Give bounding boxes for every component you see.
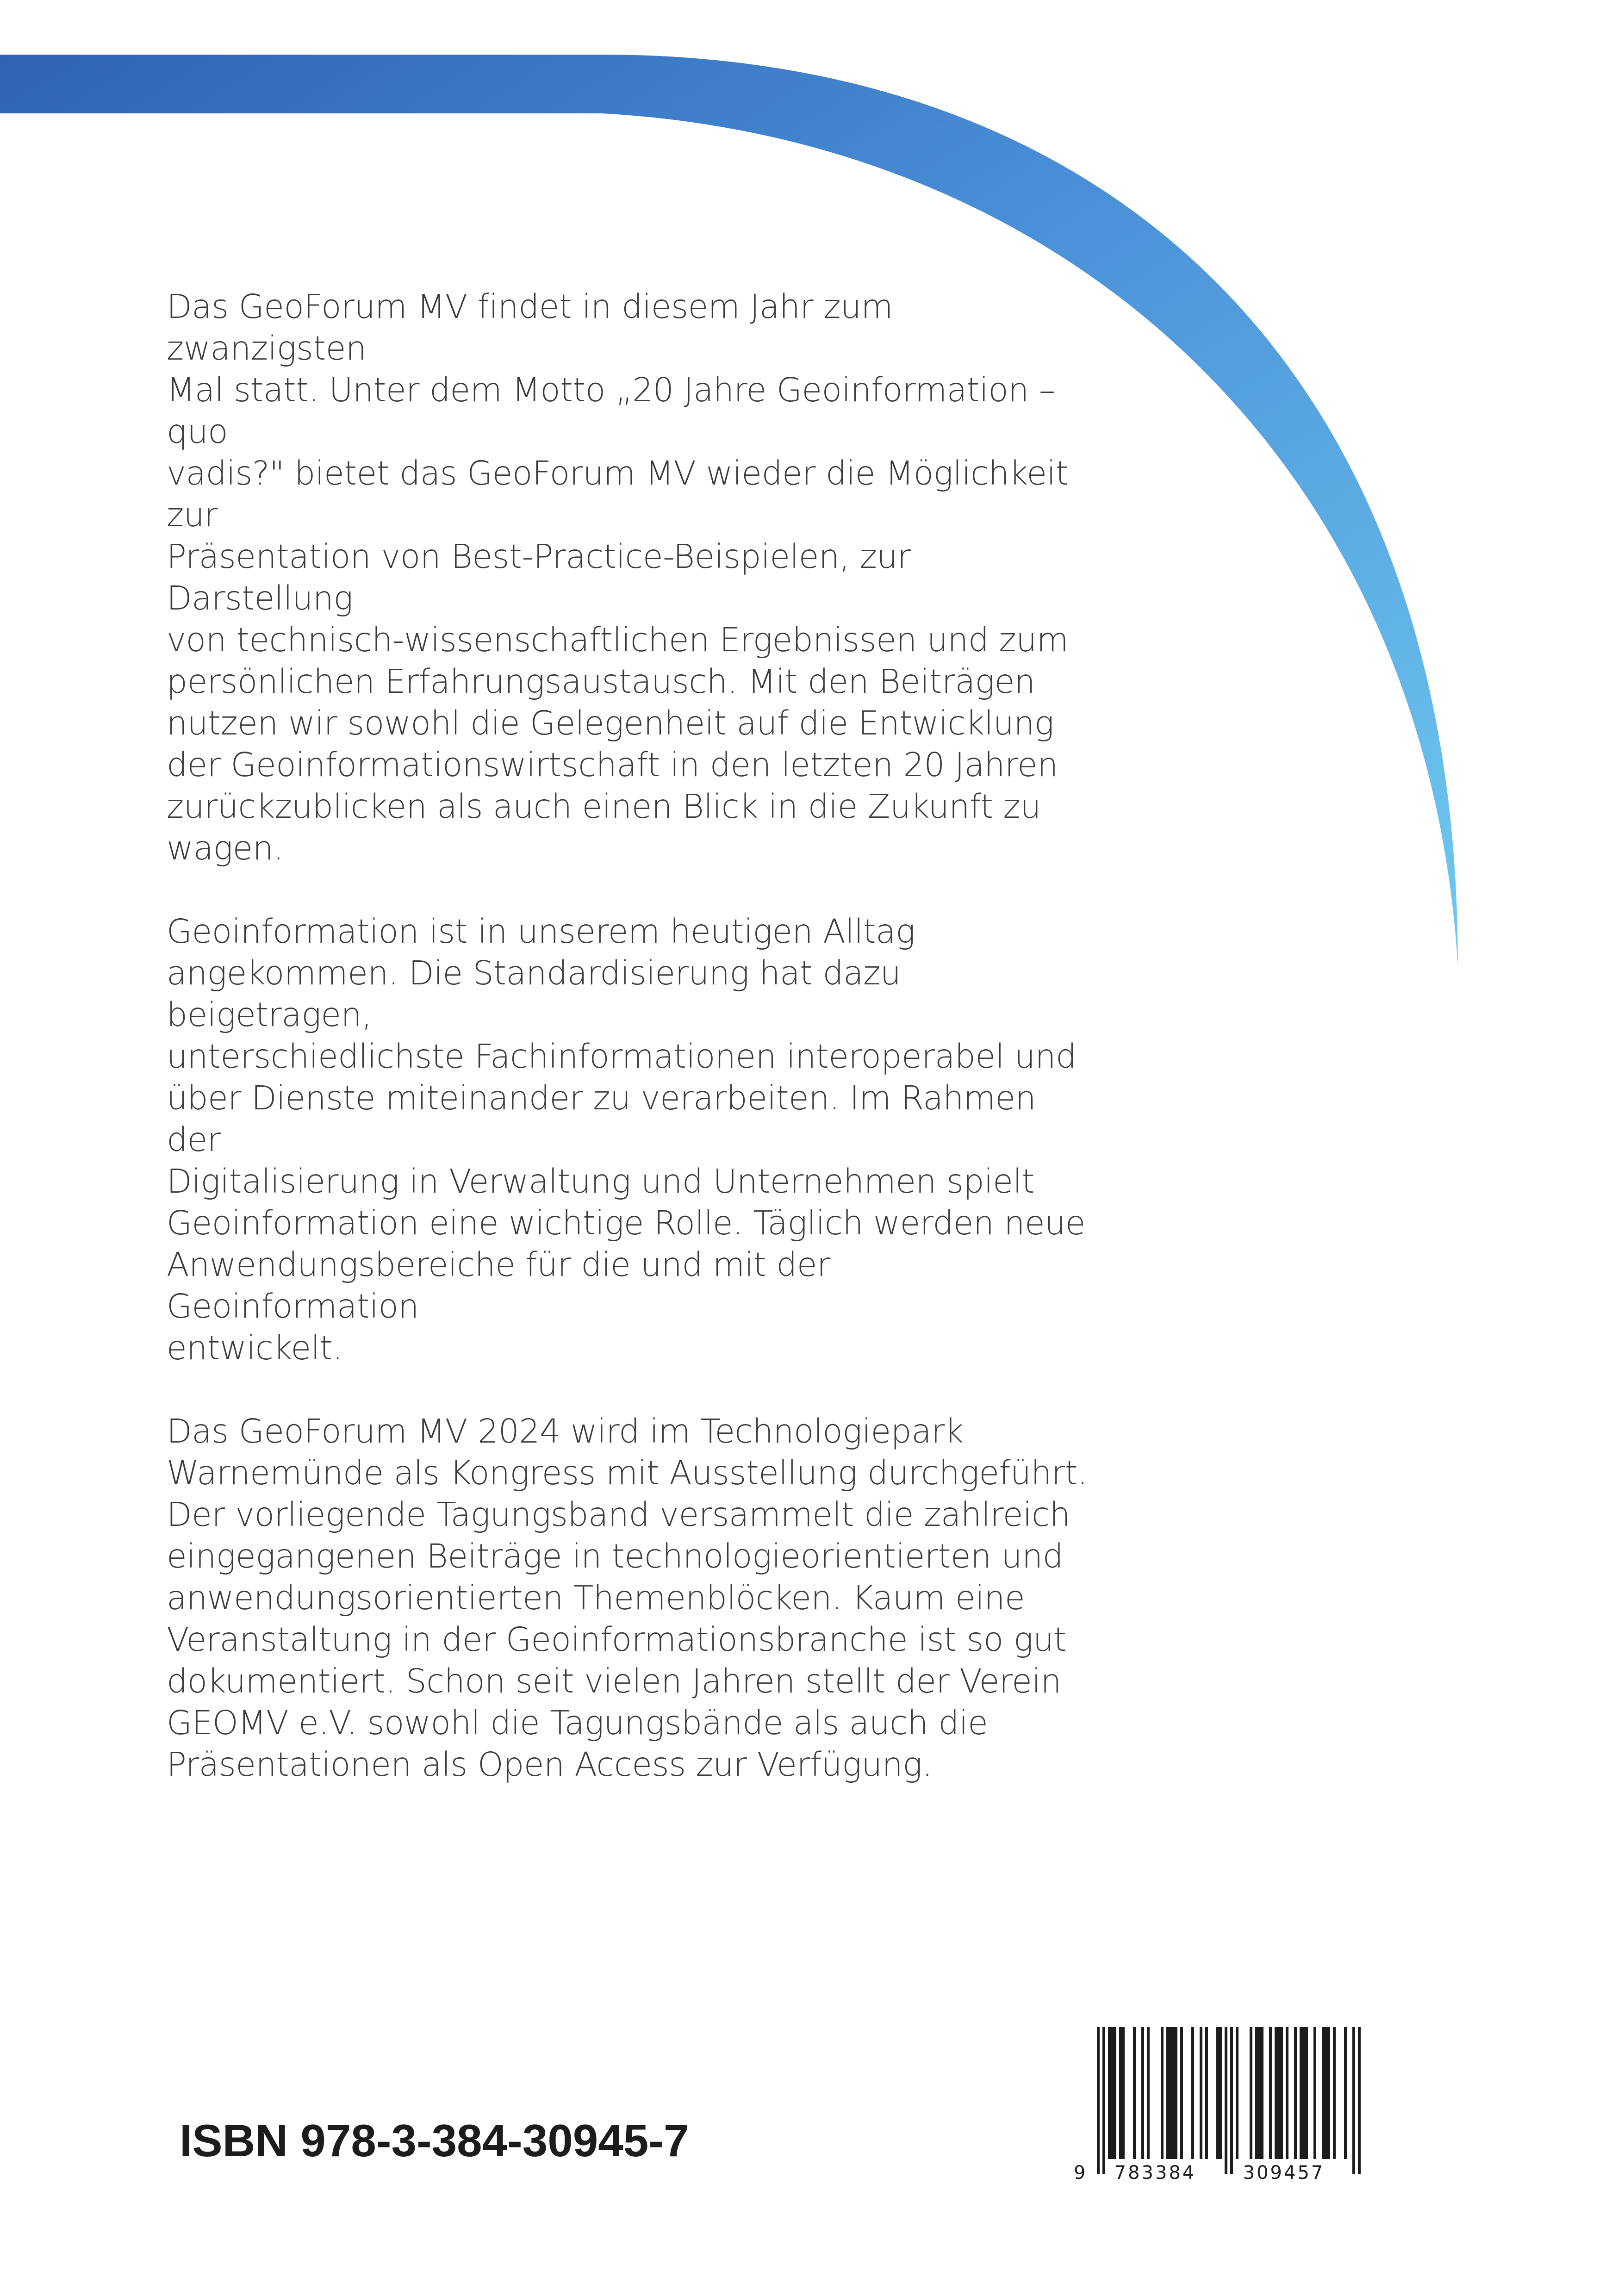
- barcode-bar: [1161, 2027, 1164, 2159]
- barcode-bar: [1352, 2027, 1355, 2174]
- isbn-barcode: [1064, 2027, 1388, 2184]
- barcode-bar: [1294, 2027, 1297, 2159]
- barcode-bar: [1302, 2027, 1305, 2159]
- barcode-bar: [1122, 2027, 1125, 2159]
- barcode-bar: [1325, 2027, 1327, 2159]
- barcode-bar: [1141, 2027, 1144, 2159]
- barcode-bar: [1327, 2027, 1330, 2159]
- barcode-bar: [1277, 2027, 1280, 2159]
- barcode-bar: [1333, 2027, 1336, 2159]
- barcode-bar: [1358, 2027, 1361, 2174]
- barcode-bar: [1344, 2027, 1347, 2159]
- barcode-digit-first: 9: [1074, 2162, 1086, 2184]
- barcode-bar: [1111, 2027, 1114, 2159]
- barcode-bar: [1280, 2027, 1283, 2159]
- paragraph-geoinformation: Geoinformation ist in unserem heutigen Alltag angekommen. Die Standardisierung hat dazu beigetragen, unterschiedlichste Fachinformationen interoperabel und über Dienste miteinander zu verarbeiten. Im Rahmen der Digitalisierung in Verwaltung und Unternehmen spielt Geoinformation eine wichtige Rolle. Täglich werden neue Anwendungsbereiche für die und mit der Geoinformation entwickelt.: [167, 912, 1085, 1367]
- barcode-bar: [1258, 2027, 1261, 2159]
- barcode-bar: [1166, 2027, 1169, 2159]
- barcode-bar: [1102, 2027, 1105, 2174]
- barcode-bar: [1114, 2027, 1116, 2159]
- barcode-group-right: 309457: [1243, 2162, 1325, 2184]
- barcode-bar: [1172, 2027, 1175, 2159]
- barcode-bar: [1205, 2027, 1208, 2159]
- paragraph-intro: Das GeoForum MV findet in diesem Jahr zum zwanzigsten Mal statt. Unter dem Motto „20 Jahre Geoinformation – quo vadis?" bietet das GeoForum MV wieder die Möglichkeit zur Präsentation von Best-Practice-Beispielen, zur Darstellung von technisch-wissenschaftlichen Ergebnissen und zum persönlichen Erfahrungsaustausch. Mit den Beiträgen nutzen wir sowohl die Gelegenheit auf die Entwicklung der Geoinformationswirtschaft in den letzten 20 Jahren zurückzublicken als auch einen Blick in die Zukunft zu wagen.: [167, 287, 1069, 867]
- barcode-bar: [1322, 2027, 1325, 2159]
- barcode-bar: [1236, 2027, 1238, 2159]
- barcode-group-left: 783384: [1114, 2162, 1196, 2184]
- barcode-bar: [1180, 2027, 1183, 2159]
- barcode-bar: [1300, 2027, 1302, 2159]
- barcode-bar: [1275, 2027, 1277, 2159]
- barcode-bar: [1108, 2027, 1111, 2159]
- barcode-bar: [1230, 2027, 1233, 2174]
- barcode-bar: [1269, 2027, 1272, 2159]
- paragraph-event: Das GeoForum MV 2024 wird im Technologiepark Warnemünde als Kongress mit Ausstellung durchgeführt. Der vorliegende Tagungsband versammelt die zahlreich eingegangenen Beiträge in technologieorientierten und anwendungsorientierten Themenblöcken. Kaum eine Veranstaltung in der Geoinformationsbranche ist so gut dokumentiert. Schon seit vielen Jahren stellt der Verein GEOMV e.V. sowohl die Tagungsbände als auch die Präsentationen als Open Access zur Verfügung.: [167, 1412, 1088, 1784]
- barcode-bar: [1225, 2027, 1227, 2174]
- body-text: [167, 286, 1092, 1827]
- barcode-bar: [1255, 2027, 1258, 2159]
- barcode-bar: [1286, 2027, 1288, 2159]
- barcode-bar: [1261, 2027, 1263, 2159]
- barcode-bar: [1097, 2027, 1100, 2174]
- barcode-bar: [1147, 2027, 1150, 2159]
- barcode-bar: [1313, 2027, 1316, 2159]
- barcode-bar: [1216, 2027, 1219, 2159]
- barcode-bar: [1119, 2027, 1122, 2159]
- barcode-bar: [1133, 2027, 1136, 2159]
- barcode-bar: [1175, 2027, 1177, 2159]
- barcode-bar: [1250, 2027, 1252, 2159]
- barcode-bar: [1200, 2027, 1202, 2159]
- barcode-bar: [1219, 2027, 1222, 2159]
- barcode-bar: [1169, 2027, 1172, 2159]
- isbn-label: ISBN 978-3-384-30945-7: [180, 2115, 689, 2166]
- barcode-bar: [1305, 2027, 1308, 2159]
- barcode-bar: [1191, 2027, 1194, 2159]
- barcode-bars: [1097, 2027, 1361, 2174]
